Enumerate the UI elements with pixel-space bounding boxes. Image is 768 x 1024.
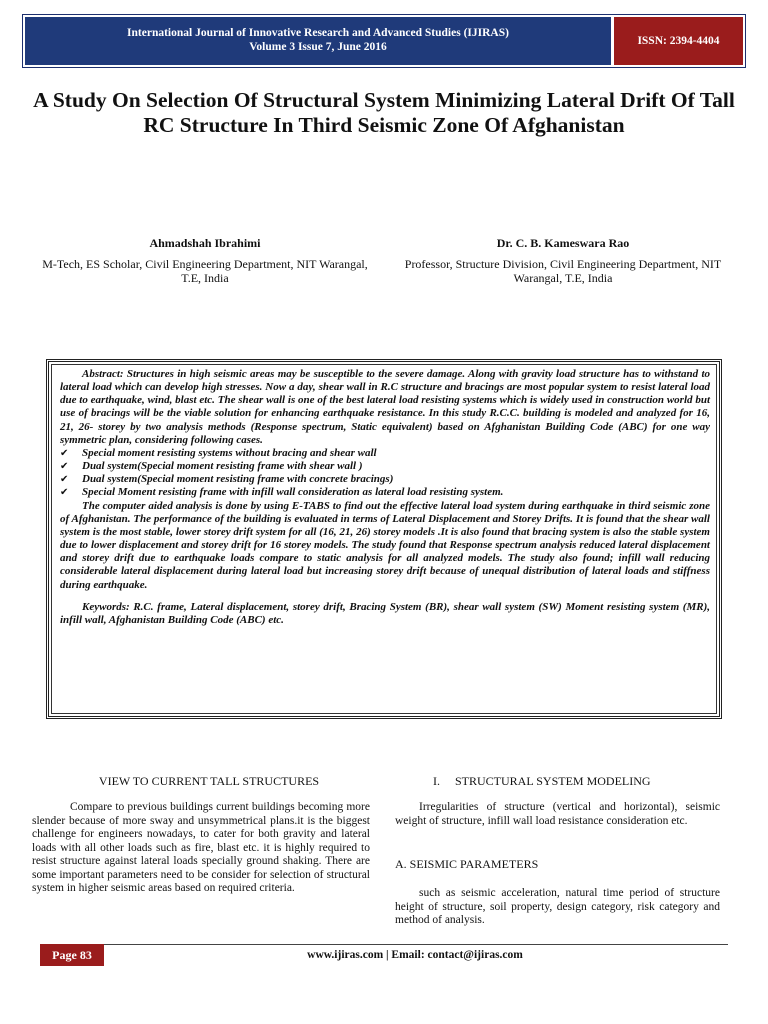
page-number-badge: Page 83 bbox=[40, 944, 104, 966]
left-paragraph: Compare to previous buildings current buildings becoming more slender because of more sway and unsymmetrical plans.it is the biggest challenge for engineers nowadays, to cater for both gravity and lateral loads with all other loads such as fire, blast etc. it is highly required to resist structure against lateral loads specially ground shaking. There are some important parameters need to be consider for selection of structural system in higher seismic areas based on required criteria. bbox=[32, 801, 370, 894]
case-item: ✔ Special moment resisting systems without bracing and shear wall bbox=[60, 446, 377, 459]
journal-banner bbox=[25, 17, 611, 65]
case-item: ✔ Dual system(Special moment resisting frame with concrete bracings) bbox=[60, 473, 394, 486]
author-2-name: Dr. C. B. Kameswara Rao bbox=[496, 236, 630, 250]
checkmark-icon: ✔ bbox=[60, 461, 69, 473]
right-paragraph-2: such as seismic acceleration, natural time period of structure height of structure, soil property, design category, risk category and method of analysis. bbox=[395, 887, 720, 926]
abstract-para-1: Abstract: Structures in high seismic areas may be susceptible to the severe damage. Along with gravity load structure has to withstand to lateral load which can develop high stresses. Now a day, shear wall in R.C structure and bracings are most popular system to resist lateral load due to earthquake, wind, blast etc. The shear wall is one of the best lateral load resisting systems which is widely used in construction world but use of bracings will be the viable solution for enhancing earthquake resistance. In this study R.C.C. building is modeled and analyzed for 16, 21, 26- storey by two analysis methods (Response spectrum, Static equivalent) based on Afghanistan Building Code (ABC) for one way symmetric plan, considering following cases. bbox=[60, 368, 710, 446]
section-title: STRUCTURAL SYSTEM MODELING bbox=[455, 774, 651, 788]
checkmark-icon: ✔ bbox=[60, 474, 69, 486]
section-heading-left: VIEW TO CURRENT TALL STRUCTURES bbox=[98, 774, 320, 788]
abstract-para-2: The computer aided analysis is done by using E-TABS to find out the effective lateral load system during earthquake in third seismic zone of Afghanistan. The performance of the building is evaluated in terms of Lateral Displacement and Storey Drifts. It is found that the shear wall system is the most stable, lower storey drift system for all (16, 21, 26) storey models .It is also found that bracing system is also the stable system due to lower displacement and storey drift for 16 storey models. The study found that Response spectrum analysis reduced lateral displacement and storey drift due to earthquake loads compare to static analysis for all analyzed models. The study also found; infill wall reducing considerable lateral displacement during lateral load but increasing storey drift because of unequal distribution of lateral loads and stiffness during earthquake. bbox=[60, 499, 710, 591]
checkmark-icon: ✔ bbox=[60, 447, 69, 459]
issn-badge: ISSN: 2394-4404 bbox=[614, 17, 743, 65]
journal-volume: Volume 3 Issue 7, June 2016 bbox=[249, 41, 387, 53]
footer-divider bbox=[40, 944, 728, 945]
abstract bbox=[60, 368, 710, 627]
section-number: I. bbox=[433, 774, 440, 788]
author-2-affiliation: Professor, Structure Division, Civil Engineering Department, NIT Warangal, T.E, India bbox=[404, 257, 722, 285]
author-1-affiliation: M-Tech, ES Scholar, Civil Engineering Department, NIT Warangal, T.E, India bbox=[42, 257, 368, 285]
checkmark-icon: ✔ bbox=[60, 487, 69, 499]
footer-contact: www.ijiras.com | Email: contact@ijiras.com bbox=[307, 949, 523, 961]
right-paragraph-1: Irregularities of structure (vertical and horizontal), seismic weight of structure, infill wall load resistance consideration etc. bbox=[395, 801, 720, 827]
section-heading-right bbox=[395, 775, 725, 789]
subsection-heading: A. SEISMIC PARAMETERS bbox=[395, 857, 539, 871]
author-1-name: Ahmadshah Ibrahimi bbox=[149, 236, 261, 250]
keywords: Keywords: R.C. frame, Lateral displacement, storey drift, Bracing System (BR), shear wall system (SW) Moment resisting system (MR), infill wall, Afghanistan Building Code (ABC) etc. bbox=[60, 600, 710, 626]
journal-name: International Journal of Innovative Research and Advanced Studies (IJIRAS) bbox=[127, 27, 509, 39]
paper-title: A Study On Selection Of Structural System Minimizing Lateral Drift Of Tall RC Structure In Third Seismic Zone Of Afghanistan bbox=[33, 88, 735, 137]
case-item: ✔ Special Moment resisting frame with infill wall consideration as lateral load resisting system. bbox=[60, 486, 504, 499]
case-list bbox=[60, 447, 710, 500]
case-item: ✔ Dual system(Special moment resisting frame with shear wall ) bbox=[60, 460, 363, 473]
